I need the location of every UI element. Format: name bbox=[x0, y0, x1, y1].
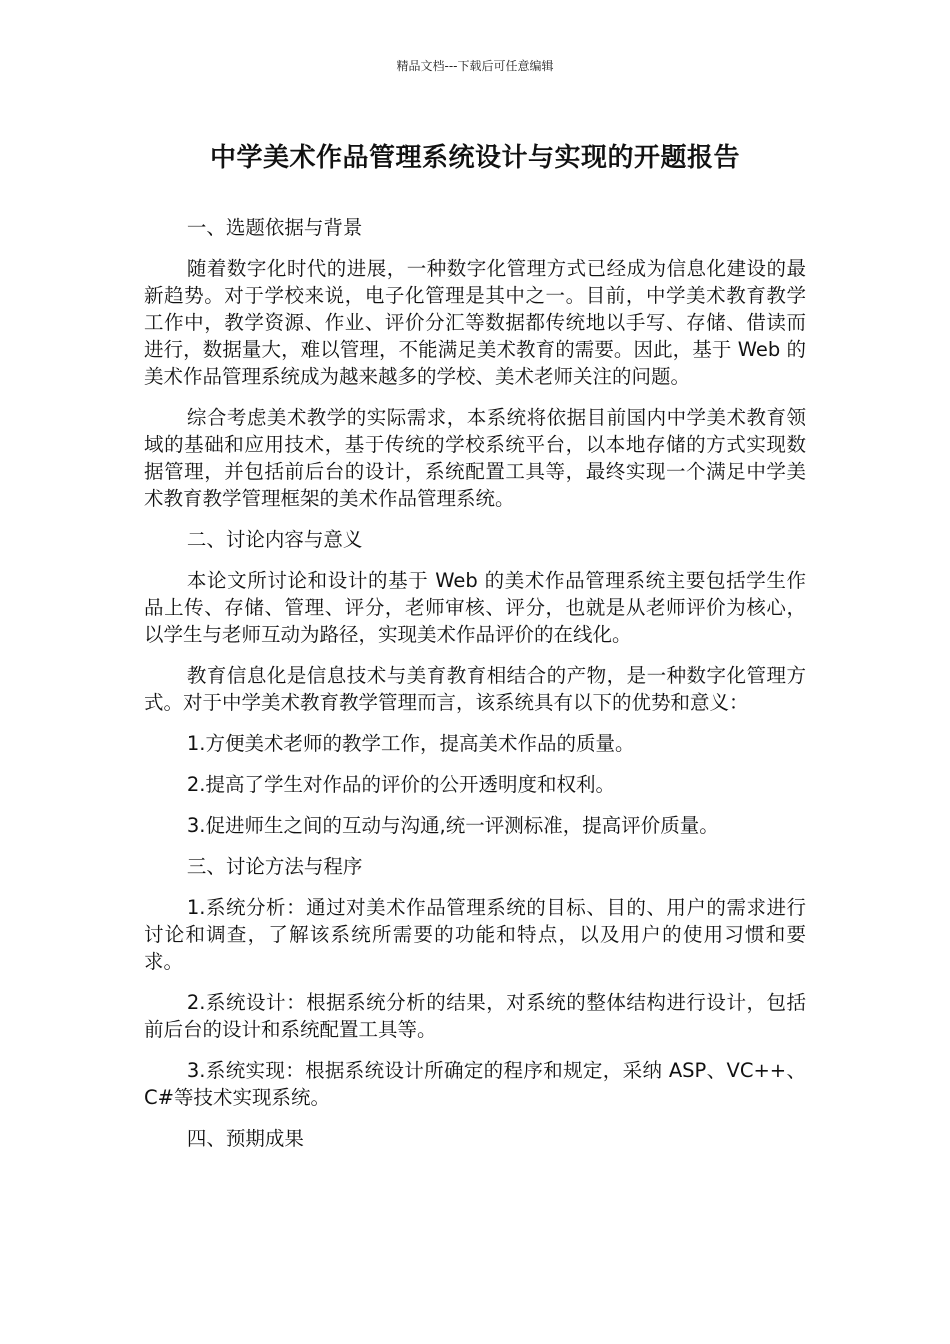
section-heading-4: 四、预期成果 bbox=[186, 1127, 304, 1150]
list-item: 2.提高了学生对作品的评价的公开透明度和权利。 bbox=[186, 773, 615, 796]
section-heading-2: 二、讨论内容与意义 bbox=[186, 528, 363, 551]
header-note: 精品文档---下载后可任意编辑 bbox=[396, 59, 554, 73]
paragraph: 随着数字化时代的进展，一种数字化管理方式已经成为信息化建设的最新趋势。对于学校来说，电子化管理是其中之一。目前，中学美术教育教学工作中，教学资源、作业、评价分汇等数据都传统地以手写、存储、借读而进行，数据量大，难以管理，不能满足美术教育的需要。因此，基于 Web 的美术作品管理系统成为越来越多的学校、美术老师关注的问题。 bbox=[144, 257, 806, 388]
list-item: 3.促进师生之间的互动与沟通,统一评测标准，提高评价质量。 bbox=[186, 814, 719, 837]
list-item: 3.系统实现：根据系统设计所确定的程序和规定，采纳 ASP、VC++、C#等技术实现系统。 bbox=[144, 1059, 806, 1109]
paragraph: 本论文所讨论和设计的基于 Web 的美术作品管理系统主要包括学生作品上传、存储、管理、评分，老师审核、评分，也就是从老师评价为核心，以学生与老师互动为路径，实现美术作品评价的在线化。 bbox=[144, 569, 806, 646]
document-body bbox=[144, 214, 806, 1166]
paragraph: 教育信息化是信息技术与美育教育相结合的产物，是一种数字化管理方式。对于中学美术教育教学管理而言，该系统具有以下的优势和意义： bbox=[144, 664, 806, 714]
paragraph: 综合考虑美术教学的实际需求，本系统将依据目前国内中学美术教育领域的基础和应用技术，基于传统的学校系统平台，以本地存储的方式实现数据管理，并包括前后台的设计，系统配置工具等，最终实现一个满足中学美术教育教学管理框架的美术作品管理系统。 bbox=[144, 406, 806, 510]
section-heading-1: 一、选题依据与背景 bbox=[186, 216, 363, 239]
list-item: 2.系统设计：根据系统分析的结果，对系统的整体结构进行设计，包括前后台的设计和系统配置工具等。 bbox=[144, 991, 806, 1041]
document-title: 中学美术作品管理系统设计与实现的开题报告 bbox=[209, 143, 740, 173]
list-item: 1.方便美术老师的教学工作，提高美术作品的质量。 bbox=[186, 732, 635, 755]
section-heading-3: 三、讨论方法与程序 bbox=[186, 855, 363, 878]
list-item: 1.系统分析：通过对美术作品管理系统的目标、目的、用户的需求进行讨论和调查，了解该系统所需要的功能和特点，以及用户的使用习惯和要求。 bbox=[144, 896, 806, 973]
